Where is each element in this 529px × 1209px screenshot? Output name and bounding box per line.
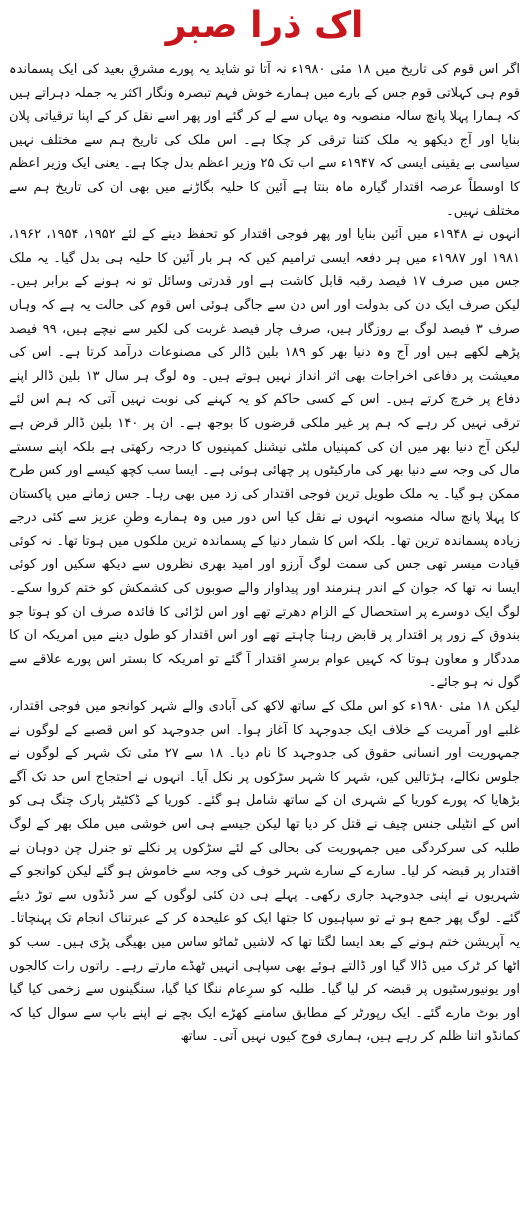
paragraph: انہوں نے ۱۹۴۸ء میں آئین بنایا اور پھر فوجی اقتدار کو تحفظ دینے کے لئے ۱۹۵۲، ۱۹۵۴، ۱۹۶۲، ۱۹۸۱ اور ۱۹۸۷ء میں ہر دفعہ ایسی ترامیم کیں کہ ہر بار آئین کا حلیہ ہی بدل گیا۔ یہ ملک جس میں صرف ۱۷ فیصد رقبہ قابل کاشت ہے اور قدرتی وسائل تو نہ ہونے کے برابر ہیں۔ لیکن صرف ایک دن کی بدولت اور اس دن سے جاگی ہوئی اس قوم کی حالت یہ ہے کہ وہاں صرف ۳ فیصد لوگ بے روزگار ہیں، صرف چار فیصد غربت کی لکیر سے نیچے ہیں، ۹۹ فیصد پڑھے لکھے ہیں اور آج وہ دنیا بھر کو ۱۸۹ بلین ڈالر کی مصنوعات درآمد کرتا ہے۔ اس کی معیشت پر دفاعی اخراجات بھی اثر انداز نہیں ہوتے ہیں۔ وہ لوگ ہر سال ۱۳ بلین ڈالر اپنے دفاع پر خرچ کرتے ہیں۔ اس کے کسی حاکم کو یہ کہنے کی نوبت نہیں آتی کہ ہم اس لئے ترقی نہیں کر رہے کہ ہم پر غیر ملکی قرضوں کا بوجھ ہے۔ ان پر ۱۴۰ بلین ڈالر قرض ہے لیکن آج دنیا بھر میں ان کی کمپنیاں ملٹی نیشنل کمپنیوں کا درجہ رکھتی ہے بلکہ اپنے سستے مال کی وجہ سے دنیا بھر کی مارکیٹوں پر چھائی ہوئی ہے۔ ایسا سب کچھ کیسے اور کس طرح ممکن ہو گیا۔ یہ ملک طویل ترین فوجی اقتدار کی زد میں بھی رہا۔ جس زمانے میں پاکستان کا پہلا پانچ سالہ منصوبہ انہوں نے نقل کیا اس دور میں وہ ہمارے وطنِ عزیز سے کئی درجے زیادہ پسماندہ ترین تھا۔ بلکہ اس کا شمار دنیا کے پسماندہ ترین ملکوں میں ہوتا تھا۔ نہ کوئی قیادت میسر تھی جس کی سمت لوگ آرزو اور امید بھری نظروں سے دیکھ سکیں اور کوئی ایسا نہ تھا کہ جوان کے اندر ہنرمند اور پیداوار والے صوبوں کی کشمکش کو ختم کروا سکے۔ لوگ ایک دوسرے پر استحصال کے الزام دھرتے تھے اور اس لڑائی کا فائدہ صرف ان کو ہوتا جو بندوق کے زور پر اقتدار پر قابض رہنا چاہتے تھے اور اس اقتدار کو طول دینے میں امریکہ ان کا مددگار و معاون ہوتا کہ کہیں عوام برسرِ اقتدار آ گئے تو امریکہ کا بستر اس پورے علاقے سے گول نہ ہو جائے۔ xyxy=(9,227,520,691)
column-title: اک ذرا صبر xyxy=(165,5,364,46)
paragraph: لیکن ۱۸ مئی ۱۹۸۰ء کو اس ملک کے ساتھ لاکھ کی آبادی والے شہر کوانجو میں فوجی اقتدار، غلبے اور آمریت کے خلاف ایک جدوجہد کا آغاز ہوا۔ اس جدوجہد کو اس قصبے کے لوگوں نے جمہوریت اور انسانی حقوق کی جدوجہد کا نام دیا۔ ۱۸ سے ۲۷ مئی تک شہر کے لوگوں نے جلوس نکالے، ہڑتالیں کیں، شہر کا شہر سڑکوں پر نکل آیا۔ انہوں نے احتجاج اس حد تک آگے بڑھایا کہ پورے کوریا کے شہری ان کے ساتھ شامل ہو گئے۔ کوریا کے ڈکٹیٹر پارک چنگ ہی کو اس کے انٹیلی جنس چیف نے قتل کر دیا تھا لیکن جیسے ہی اس خوشی میں ملک بھر کے لوگ طلبہ کی سرکردگی میں جمہوریت کی بحالی کے لئے سڑکوں پر نکلے تو جنرل چن دوہان نے اقتدار پر قبضہ کر لیا۔ سارے کے سارے شہر خوف کی وجہ سے خاموش ہو گئے لیکن کوانجو کے شہریوں نے اپنی جدوجہد جاری رکھی۔ پہلے ہی دن کئی لوگوں کے سر ڈنڈوں سے توڑ دیئے گئے۔ لوگ پھر جمع ہو تے تو سپاہیوں کا جتھا ایک کو علیحدہ کر کے عبرتناک انجام تک پہنچاتا۔ یہ آپریشن ختم ہونے کے بعد ایسا لگتا تھا کہ لاشیں ٹماٹو ساس میں بھیگی پڑی ہیں۔ سب کو اٹھا کر ٹرک میں ڈالا گیا اور ڈالتے ہوئے بھی سپاہی انہیں ٹھڈے مارتے رہے۔ راتوں رات کالجوں اور یونیورسٹیوں پر قبضہ کر لیا گیا۔ طلبہ کو سرِعام ننگا کیا گیا، سنگینوں سے زخمی کیا گیا اور بوٹ مارے گئے۔ ایک رپورٹر کے مطابق سامنے کھڑے ایک بچے نے اپنے باپ سے سوال کیا کہ کمانڈو اتنا ظلم کر رہے ہیں، ہماری فوج کیوں نہیں آتی۔ ساتھ xyxy=(9,699,520,1045)
column-body xyxy=(9,58,520,1206)
paragraph: اگر اس قوم کی تاریخ میں ۱۸ مئی ۱۹۸۰ء نہ آتا تو شاید یہ پورے مشرقِ بعید کی ایک پسماندہ قوم ہی کہلاتی قوم جس کے بارے میں ہمارے خوش فہم تبصرہ ونگار اکثر یہ جملہ دہراتے ہیں کہ ہمارا پہلا پانچ سالہ منصوبہ وہ یہاں سے لے کر گئے اور پھر اسے نقل کر کے اپنا ترقیاتی پلان بنایا اور آج دیکھو یہ ملک کتنا ترقی کر چکا ہے۔ اس ملک کی تاریخ ہم سے مختلف نہیں سیاسی بے یقینی ایسی کہ ۱۹۴۷ء سے اب تک ۲۵ وزیر اعظم بدل چکا ہے۔ یعنی ایک وزیر اعظم کا اوسطاً عرصہ اقتدار گیارہ ماہ بنتا ہے آئین کا حلیہ بگاڑنے میں بھی ان کی تاریخ ہم سے مختلف نہیں۔ xyxy=(9,62,520,219)
